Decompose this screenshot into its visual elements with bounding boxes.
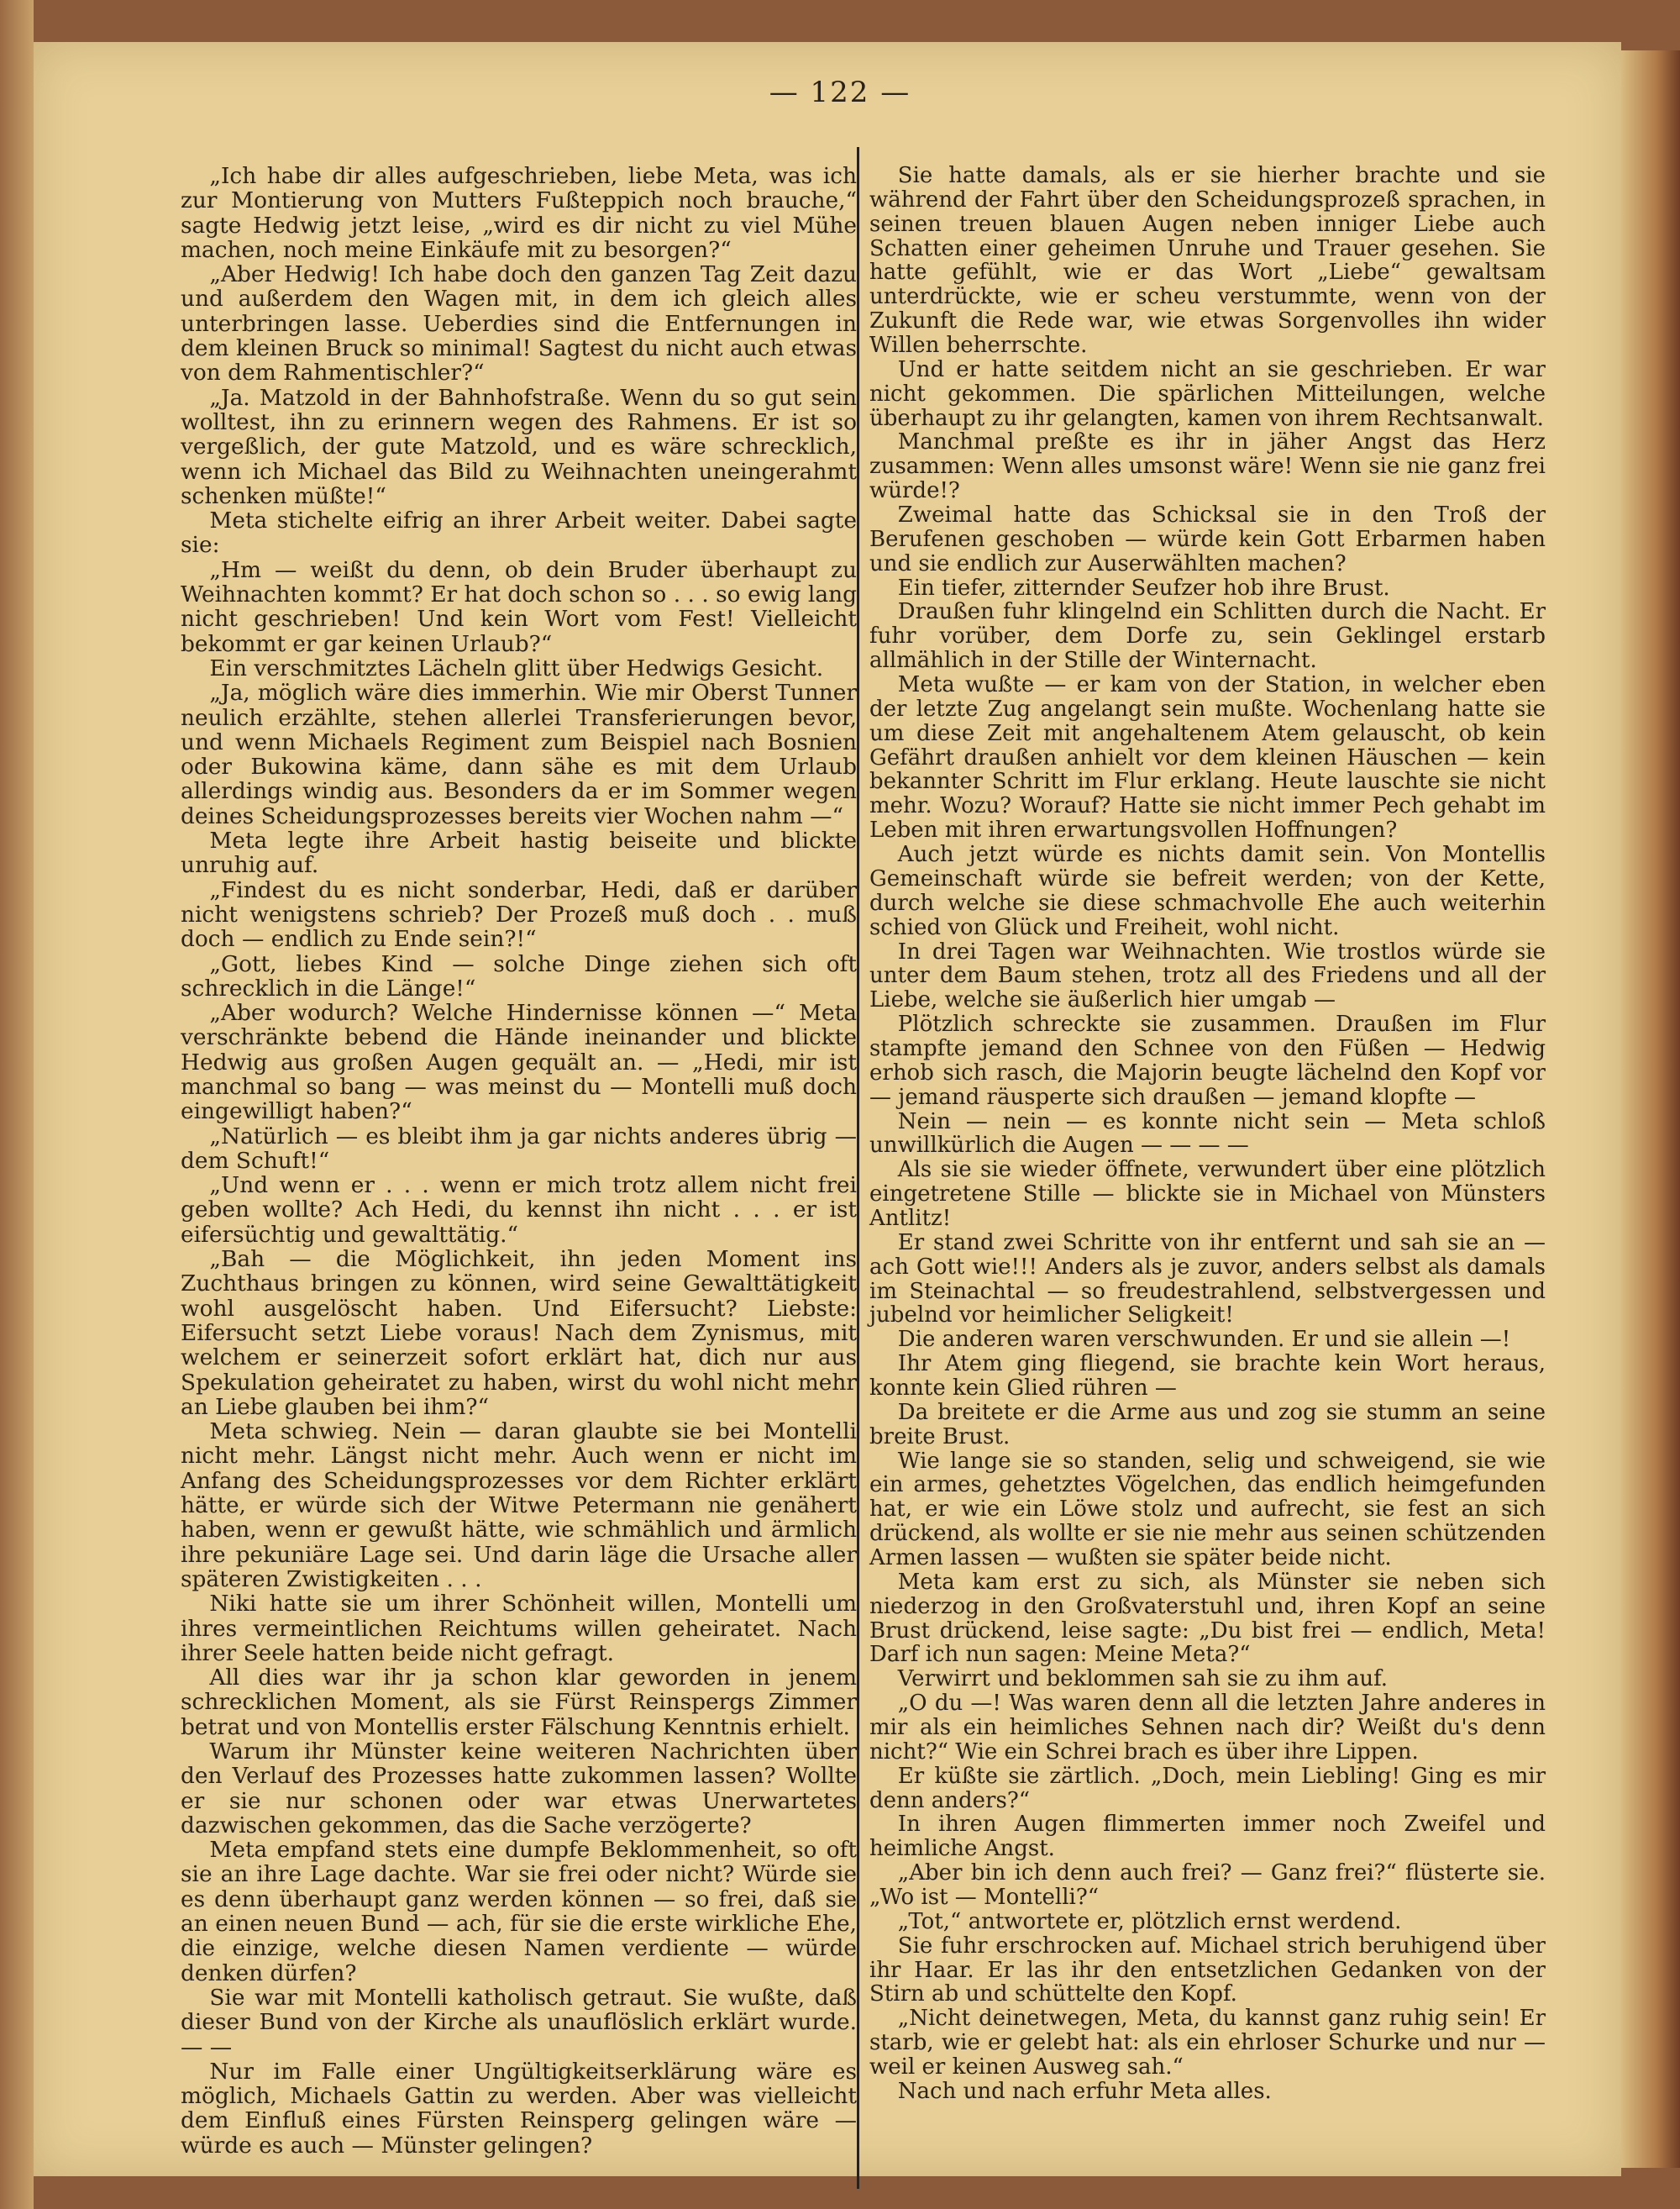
paragraph: Meta legte ihre Arbeit hastig beiseite und blickte unruhig auf. xyxy=(181,828,857,879)
paragraph: „Bah — die Möglichkeit, ihn jeden Moment ins Zuchthaus bringen zu können, wird seine Gewalttätigkeit wohl ausgelöscht haben. Und Eifersucht? Liebste: Eifersucht setzt Liebe voraus! Nach dem Zynismus, mit welchem er seinerzeit sofort erklärt hat, dich nur aus Spekulation geheiratet zu haben, wirst du wohl nicht mehr an Liebe glauben bei ihm?“ xyxy=(181,1246,857,1420)
paragraph: Niki hatte sie um ihrer Schönheit willen, Montelli um ihres vermeintlichen Reichtums willen geheiratet. Nach ihrer Seele hatten beide nicht gefragt. xyxy=(181,1591,857,1666)
paragraph: Plötzlich schreckte sie zusammen. Draußen im Flur stampfte jemand den Schnee von den Füßen — Hedwig erhob sich rasch, die Majorin beugte lächelnd den Kopf vor — jemand räusperte sich draußen — jemand klopfte — xyxy=(869,1012,1546,1110)
paragraph: Er stand zwei Schritte von ihr entfernt und sah sie an — ach Gott wie!!! Anders als je zuvor, anders selbst als damals im Steinachtal — so freudestrahlend, selbstvergessen und jubelnd vor heimlicher Seligkeit! xyxy=(869,1229,1546,1328)
left-column xyxy=(181,164,857,2158)
paragraph: Nur im Falle einer Ungültigkeitserklärung wäre es möglich, Michaels Gattin zu werden. Aber was vielleicht dem Einfluß eines Fürsten Reinsperg gelingen wäre — würde es auch — Münster gelingen? xyxy=(181,2058,857,2159)
paragraph: Meta empfand stets eine dumpfe Beklommenheit, so oft sie an ihre Lage dachte. War sie frei oder nicht? Würde sie es denn überhaupt ganz werden können — so frei, daß sie an einen neuen Bund — ach, für sie die erste wirkliche Ehe, die einzige, welche diesen Namen verdiente — würde denken dürfen? xyxy=(181,1837,857,1986)
paragraph: Ein tiefer, zitternder Seufzer hob ihre Brust. xyxy=(897,575,1390,601)
paragraph: „Und wenn er . . . wenn er mich trotz allem nicht frei geben wollte? Ach Hedi, du kennst ihn nicht . . . er ist eifersüchtig und gewalttätig.“ xyxy=(181,1172,857,1248)
paragraph: Meta wußte — er kam von der Station, in welcher eben der letzte Zug angelangt sein mußte. Wochenlang hatte sie um diese Zeit mit angehaltenem Atem gelauscht, ob kein Gefährt draußen anhielt vor dem kleinen Häuschen — kein bekannter Schritt im Flur erklang. Heute lauschte sie nicht mehr. Wozu? Worauf? Hatte sie nicht immer Pech gehabt im Leben mit ihren erwartungsvollen Hoffnungen? xyxy=(869,672,1546,844)
paragraph: Meta schwieg. Nein — daran glaubte sie bei Montelli nicht mehr. Längst nicht mehr. Auch wenn er nicht im Anfang des Scheidungsprozesses vor dem Richter erklärt hätte, er würde sich der Witwe Petermann nie genähert haben, wenn er gewußt hätte, wie schmählich und ärmlich ihre pekuniäre Lage sei. Und darin läge die Ursache aller späteren Zwistigkeiten . . . xyxy=(181,1418,857,1592)
paragraph: Als sie sie wieder öffnete, verwundert über eine plötzlich eingetretene Stille — blickte sie in Michael von Münsters Antlitz! xyxy=(869,1157,1546,1231)
paragraph: Verwirrt und beklommen sah sie zu ihm auf. xyxy=(897,1666,1389,1692)
page-number: — 122 — xyxy=(769,76,911,109)
paragraph: „Findest du es nicht sonderbar, Hedi, daß er darüber nicht wenigstens schrieb? Der Prozeß muß doch . . muß doch — endlich zu Ende sein?!“ xyxy=(181,876,857,953)
paragraph: „Aber Hedwig! Ich habe doch den ganzen Tag Zeit dazu und außerdem den Wagen mit, in dem ich gleich alles unterbringen lasse. Ueberdies sind die Entfernungen in dem kleinen Bruck so minimal! Sagtest du nicht auch etwas von dem Rahmentischler?“ xyxy=(181,261,857,387)
paragraph: Warum ihr Münster keine weiteren Nachrichten über den Verlauf des Prozesses hatte zukommen lassen? Wollte er sie nur schonen oder war etwas Unerwartetes dazwischen gekommen, das die Sache verzögerte? xyxy=(181,1738,857,1838)
paragraph: Manchmal preßte es ihr in jäher Angst das Herz zusammen: Wenn alles umsonst wäre! Wenn sie nie ganz frei würde!? xyxy=(869,429,1546,504)
paragraph: „O du —! Was waren denn all die letzten Jahre anderes in mir als ein heimliches Sehnen nach dir? Weißt du's denn nicht?“ Wie ein Schrei brach es über ihre Lippen. xyxy=(869,1691,1546,1765)
paragraph: „Aber wodurch? Welche Hindernisse können —“ Meta verschränkte bebend die Hände ineinander und blickte Hedwig aus großen Augen gequält an. — „Hedi, mir ist manchmal so bang — was meinst du — Montelli muß doch eingewilligt haben?“ xyxy=(181,1000,857,1125)
paragraph: Draußen fuhr klingelnd ein Schlitten durch die Nacht. Er fuhr vorüber, dem Dorfe zu, sein Geklingel erstarb allmählich in der Stille der Winternacht. xyxy=(869,599,1546,674)
right-column xyxy=(869,164,1546,2104)
paragraph: Er küßte sie zärtlich. „Doch, mein Liebling! Ging es mir denn anders?“ xyxy=(869,1763,1546,1813)
paragraph: Sie war mit Montelli katholisch getraut. Sie wußte, daß dieser Bund von der Kirche als unauflöslich erklärt wurde. — — xyxy=(181,1984,857,2060)
paragraph: Die anderen waren verschwunden. Er und sie allein —! xyxy=(897,1327,1511,1353)
paragraph: Meta stichelte eifrig an ihrer Arbeit weiter. Dabei sagte sie: xyxy=(181,508,857,559)
column-divider xyxy=(857,147,859,2189)
paragraph: Auch jetzt würde es nichts damit sein. Von Montellis Gemeinschaft würde sie befreit werden; von der Kette, durch welche sie diese schmachvolle Ehe auch weiterhin schied von Glück und Freiheit, wohl nicht. xyxy=(869,842,1546,940)
paragraph: „Ich habe dir alles aufgeschrieben, liebe Meta, was ich zur Montierung von Mutters Fußteppich noch brauche,“ sagte Hedwig jetzt leise, „wird es dir nicht zu viel Mühe machen, noch meine Einkäufe mit zu besorgen?“ xyxy=(181,163,857,263)
paragraph: „Aber bin ich denn auch frei? — Ganz frei?“ flüsterte sie. „Wo ist — Montelli?“ xyxy=(869,1860,1546,1911)
paragraph: Nach und nach erfuhr Meta alles. xyxy=(897,2078,1272,2104)
paragraph: In drei Tagen war Weihnachten. Wie trostlos würde sie unter dem Baum stehen, trotz all des Friedens und all der Liebe, welche sie äußerlich hier umgab — xyxy=(869,939,1546,1013)
paragraph: „Nicht deinetwegen, Meta, du kannst ganz ruhig sein! Er starb, wie er gelebt hat: als ein ehrloser Schurke und nur — weil er keinen Ausweg sah.“ xyxy=(869,2006,1546,2080)
paragraph: Wie lange sie so standen, selig und schweigend, sie wie ein armes, gehetztes Vögelchen, das endlich heimgefunden hat, er wie ein Löwe stolz und aufrecht, sie fest an sich drückend, als wollte er sie nie mehr aus seinen schützenden Armen lassen — wußten sie später beide nicht. xyxy=(869,1448,1546,1570)
paragraph: Meta kam erst zu sich, als Münster sie neben sich niederzog in den Großvaterstuhl und, ihren Kopf an seine Brust drückend, leise sagte: „Du bist frei — endlich, Meta! Darf ich nun sagen: Meine Meta?“ xyxy=(869,1569,1546,1668)
paragraph: „Hm — weißt du denn, ob dein Bruder überhaupt zu Weihnachten kommt? Er hat doch schon so . . . so ewig lang nicht geschrieben! Und kein Wort vom Fest! Vielleicht bekommt er gar keinen Urlaub?“ xyxy=(181,556,857,657)
paragraph: All dies war ihr ja schon klar geworden in jenem schrecklichen Moment, als sie Fürst Reinspergs Zimmer betrat und von Montellis erster Fälschung Kenntnis erhielt. xyxy=(181,1665,857,1740)
paragraph: Nein — nein — es konnte nicht sein — Meta schloß unwillkürlich die Augen — — — — xyxy=(869,1108,1546,1159)
paragraph: „Ja, möglich wäre dies immerhin. Wie mir Oberst Tunner neulich erzählte, stehen allerlei Transferierungen bevor, und wenn Michaels Regiment zum Beispiel nach Bosnien oder Bukowina käme, dann sähe es mit dem Urlaub allerdings windig aus. Besonders da er im Sommer wegen deines Scheidungsprozesses bereits vier Wochen nahm —“ xyxy=(181,680,857,829)
page-edge xyxy=(0,0,34,2209)
paragraph: „Ja. Matzold in der Bahnhofstraße. Wenn du so gut sein wolltest, ihn zu erinnern wegen des Rahmens. Er ist so vergeßlich, der gute Matzold, und es wäre schrecklich, wenn ich Michael das Bild zu Weihnachten uneingerahmt schenken müßte!“ xyxy=(181,384,857,509)
paragraph: „Natürlich — es bleibt ihm ja gar nichts anderes übrig — dem Schuft!“ xyxy=(181,1123,857,1174)
paragraph: Zweimal hatte das Schicksal sie in den Troß der Berufenen geschoben — würde kein Gott Erbarmen haben und sie endlich zur Auserwählten machen? xyxy=(869,502,1546,576)
paragraph: Ein verschmitztes Lächeln glitt über Hedwigs Gesicht. xyxy=(209,655,824,681)
book-binding xyxy=(1621,50,1680,2168)
paragraph: Und er hatte seitdem nicht an sie geschrieben. Er war nicht gekommen. Die spärlichen Mitteilungen, welche überhaupt zu ihr gelangten, kamen von ihrem Rechtsanwalt. xyxy=(869,356,1546,431)
paragraph: Ihr Atem ging fliegend, sie brachte kein Wort heraus, konnte kein Glied rühren — xyxy=(869,1351,1546,1401)
paragraph: „Tot,“ antwortete er, plötzlich ernst werdend. xyxy=(897,1908,1402,1934)
paragraph: Sie hatte damals, als er sie hierher brachte und sie während der Fahrt über den Scheidungsprozeß sprachen, in seinen treuen blauen Augen neben inniger Liebe auch Schatten einer geheimen Unruhe und Trauer gesehen. Sie hatte gefühlt, wie er das Wort „Liebe“ gewaltsam unterdrückte, wie er scheu verstummte, wenn von der Zukunft die Rede war, wie etwas Sorgenvolles ihn wider Willen beherrschte. xyxy=(869,163,1546,359)
paragraph: „Gott, liebes Kind — solche Dinge ziehen sich oft schrecklich in die Länge!“ xyxy=(181,950,857,1002)
paragraph: In ihren Augen flimmerten immer noch Zweifel und heimliche Angst. xyxy=(869,1812,1546,1862)
paragraph: Da breitete er die Arme aus und zog sie stumm an seine breite Brust. xyxy=(869,1399,1546,1449)
paragraph: Sie fuhr erschrocken auf. Michael strich beruhigend über ihr Haar. Er las ihr den entsetzlichen Gedanken von der Stirn ab und schüttelte den Kopf. xyxy=(869,1933,1546,2007)
